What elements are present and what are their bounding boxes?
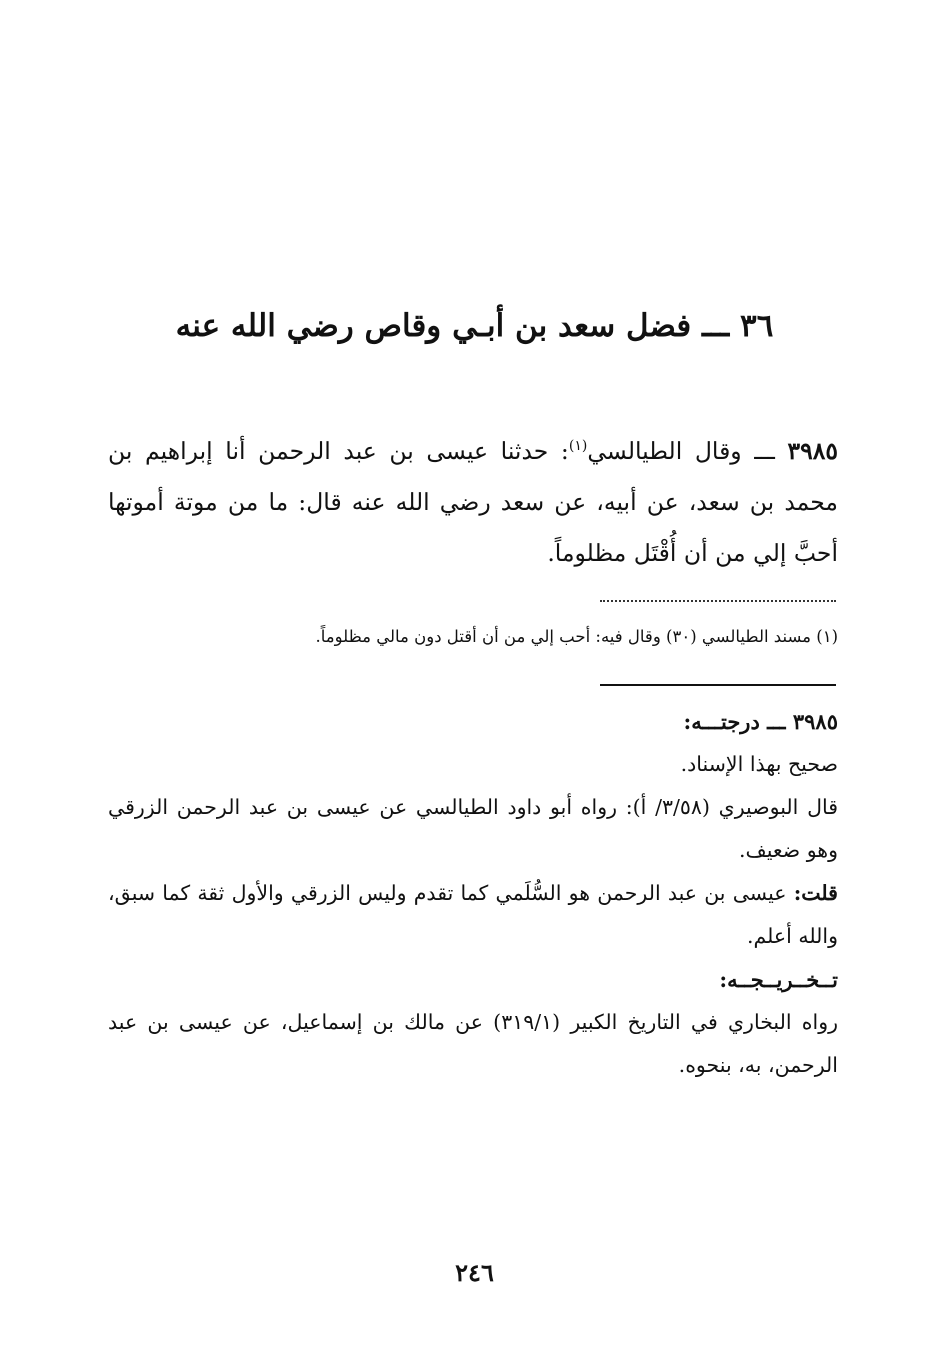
- section-divider: [600, 684, 836, 686]
- chapter-title: ٣٦ ـــ فضل سعد بن أبـي وقاص رضي الله عنه: [175, 308, 774, 344]
- footnote-reference[interactable]: (١): [568, 438, 588, 455]
- qultu-lead: قلت:: [793, 881, 838, 905]
- qultu-paragraph: [108, 872, 838, 958]
- takhrij-heading: تــخــريــجــه:: [719, 967, 838, 992]
- footnote: (١) مسند الطيالسي (٣٠) وقال فيه: أحب إلي من أن أقتل دون مالي مظلوماً.: [315, 627, 838, 646]
- commentary-section: [108, 700, 838, 1087]
- page-number: ٢٤٦: [455, 1258, 494, 1287]
- qultu-text: عيسى بن عبد الرحمن هو السُّلَمي كما تقدم وليس الزرقي والأول ثقة كما سبق، والله أعلم.: [108, 881, 838, 948]
- hadith-dash: ـــ: [741, 437, 788, 465]
- footnote-dotted-divider: [600, 600, 836, 602]
- grade-heading: ٣٩٨٥ ـــ درجتـــه:: [683, 709, 838, 734]
- busiri-text: قال البوصيري (٣/٥٨/ أ): رواه أبو داود الطيالسي عن عيسى بن عبد الرحمن الزرقي وهو ضعيف.: [108, 795, 839, 862]
- hadith-intro: وقال الطيالسي: [587, 437, 742, 465]
- hadith-paragraph: [108, 426, 838, 579]
- grade-text: صحيح بهذا الإسناد.: [680, 752, 838, 776]
- hadith-number: ٣٩٨٥: [787, 437, 838, 465]
- takhrij-text: رواه البخاري في التاريخ الكبير (٣١٩/١) عن مالك بن إسماعيل، عن عيسى بن عبد الرحمن، به، بنحوه.: [108, 1010, 838, 1077]
- hadith-text: : حدثنا عيسى بن عبد الرحمن أنا إبراهيم بن محمد بن سعد، عن أبيه، عن سعد رضي الله عنه قال: ما من موتة أموتها أحبَّ إلي من أن أُقْتَل مظلوماً.: [108, 437, 838, 567]
